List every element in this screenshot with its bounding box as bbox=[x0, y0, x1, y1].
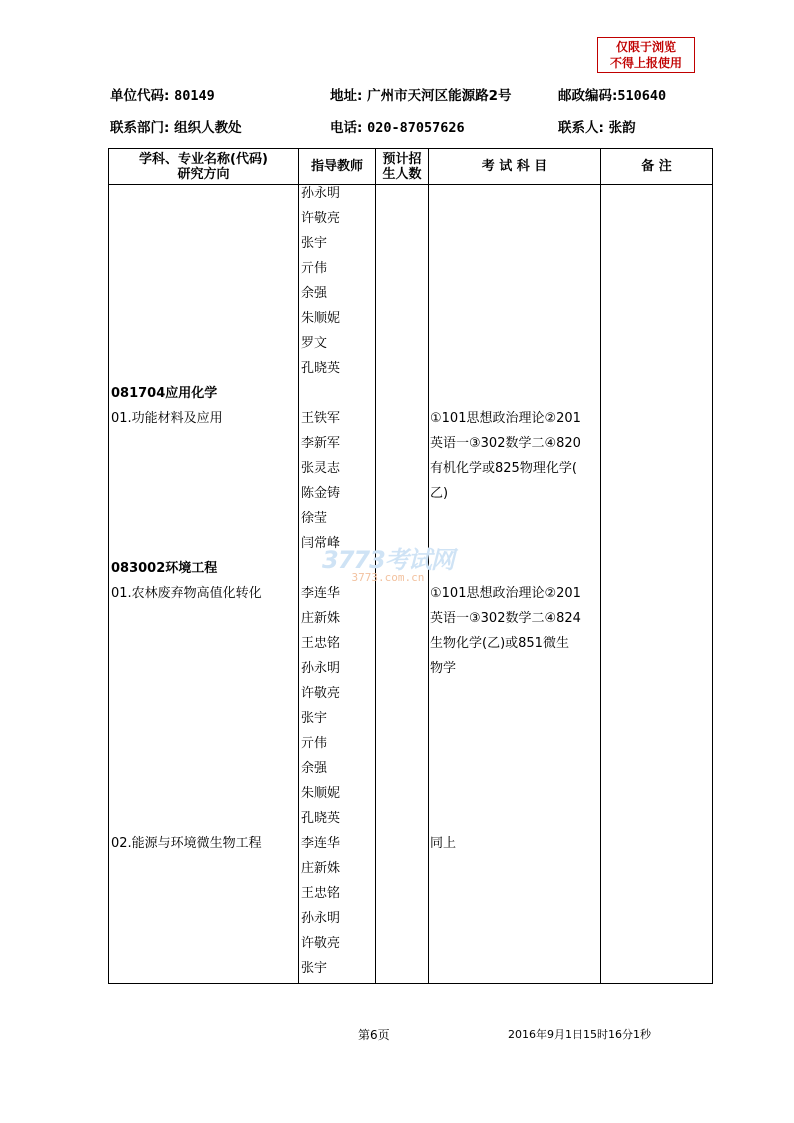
contact-label: 联系人: bbox=[558, 120, 604, 136]
exam-line: 英语一③302数学二④824 bbox=[430, 611, 581, 626]
exam-line: 物学 bbox=[430, 661, 457, 676]
phone-value: 020-87057626 bbox=[367, 120, 465, 136]
teacher-name: 李连华 bbox=[301, 586, 341, 601]
header-subject-line2: 研究方向 bbox=[177, 166, 230, 182]
teacher-name: 余强 bbox=[301, 286, 328, 301]
exam-line: 乙) bbox=[430, 486, 449, 501]
exam-line: 同上 bbox=[430, 836, 457, 851]
unit-code-label: 单位代码: bbox=[110, 88, 170, 104]
teacher-name: 庄新姝 bbox=[301, 611, 341, 626]
exam-line: ①101思想政治理论②201 bbox=[430, 586, 581, 601]
teacher-name: 孙永明 bbox=[301, 186, 341, 201]
teacher-name: 陈金铸 bbox=[301, 486, 341, 501]
contact-value: 张韵 bbox=[608, 120, 636, 136]
teacher-name: 庄新姝 bbox=[301, 861, 341, 876]
section-title: 083002环境工程 bbox=[111, 561, 218, 576]
unit-code-value: 80149 bbox=[174, 88, 215, 104]
teacher-name: 王铁军 bbox=[301, 411, 341, 426]
teacher-name: 许敬亮 bbox=[301, 936, 341, 951]
header-subject-line1: 学科、专业名称(代码) bbox=[139, 151, 268, 167]
exam-subjects bbox=[430, 831, 600, 856]
teacher-name: 孙永明 bbox=[301, 911, 341, 926]
header-divider bbox=[109, 184, 712, 185]
header-enrollment-line2: 生人数 bbox=[382, 166, 422, 182]
exam-subjects bbox=[430, 581, 600, 681]
teacher-name: 李连华 bbox=[301, 836, 341, 851]
exam-subjects bbox=[430, 406, 600, 506]
teacher-name: 张灵志 bbox=[301, 461, 341, 476]
teacher-name: 朱顺妮 bbox=[301, 786, 341, 801]
teacher-name: 张宇 bbox=[301, 961, 328, 976]
contact-person bbox=[558, 116, 636, 136]
teacher-name: 闫常峰 bbox=[301, 536, 341, 551]
teacher-list bbox=[301, 181, 377, 381]
teacher-name: 亓伟 bbox=[301, 736, 328, 751]
address bbox=[330, 84, 512, 104]
header-remarks: 备 注 bbox=[641, 159, 672, 174]
header-enrollment bbox=[376, 149, 428, 184]
exam-line: 英语一③302数学二④820 bbox=[430, 436, 581, 451]
postal-value: 510640 bbox=[617, 88, 667, 104]
teacher-name: 孔晓英 bbox=[301, 361, 341, 376]
teacher-name: 李新军 bbox=[301, 436, 341, 451]
header-advisor: 指导教师 bbox=[310, 159, 363, 174]
phone bbox=[330, 116, 465, 136]
teacher-name: 张宇 bbox=[301, 236, 328, 251]
teacher-name: 徐莹 bbox=[301, 511, 328, 526]
postal-code bbox=[558, 84, 666, 104]
address-value: 广州市天河区能源路2号 bbox=[367, 88, 512, 104]
teacher-name: 孙永明 bbox=[301, 661, 341, 676]
teacher-name: 王忠铭 bbox=[301, 636, 341, 651]
site-watermark bbox=[322, 540, 454, 584]
header-subject bbox=[109, 149, 298, 184]
teacher-name: 朱顺妮 bbox=[301, 311, 341, 326]
unit-code bbox=[110, 84, 215, 104]
teacher-name: 亓伟 bbox=[301, 261, 328, 276]
teacher-name: 余强 bbox=[301, 761, 328, 776]
research-direction: 02.能源与环境微生物工程 bbox=[111, 836, 262, 851]
section-title: 081704应用化学 bbox=[111, 386, 218, 401]
teacher-name: 罗文 bbox=[301, 336, 328, 351]
watermark-logo: 3773考试网 bbox=[322, 546, 454, 574]
teacher-list bbox=[301, 831, 377, 981]
teacher-name: 王忠铭 bbox=[301, 886, 341, 901]
column-divider bbox=[298, 149, 299, 983]
watermark-url: 3773.com.cn bbox=[351, 571, 425, 584]
phone-label: 电话: bbox=[330, 120, 363, 136]
teacher-list bbox=[301, 406, 377, 556]
stamp-line-2: 不得上报使用 bbox=[609, 56, 682, 70]
research-direction: 01.功能材料及应用 bbox=[111, 411, 223, 426]
exam-line: ①101思想政治理论②201 bbox=[430, 411, 581, 426]
teacher-name: 张宇 bbox=[301, 711, 328, 726]
header-enrollment-line1: 预计招 bbox=[382, 151, 422, 167]
teacher-name: 许敬亮 bbox=[301, 211, 341, 226]
contact-dept bbox=[110, 116, 242, 136]
restriction-stamp bbox=[597, 37, 695, 73]
address-label: 地址: bbox=[330, 88, 363, 104]
dept-value: 组织人教处 bbox=[174, 120, 242, 136]
page-number: 第6页 bbox=[358, 1028, 390, 1042]
postal-label: 邮政编码: bbox=[558, 88, 618, 104]
exam-line: 生物化学(乙)或851微生 bbox=[430, 636, 569, 651]
header-exam: 考 试 科 目 bbox=[481, 159, 548, 174]
print-timestamp: 2016年9月1日15时16分1秒 bbox=[508, 1028, 651, 1041]
stamp-line-1: 仅限于浏览 bbox=[615, 40, 676, 54]
column-divider bbox=[600, 149, 601, 983]
exam-line: 有机化学或825物理化学( bbox=[430, 461, 577, 476]
teacher-name: 孔晓英 bbox=[301, 811, 341, 826]
teacher-list bbox=[301, 581, 377, 831]
teacher-name: 许敬亮 bbox=[301, 686, 341, 701]
dept-label: 联系部门: bbox=[110, 120, 170, 136]
research-direction: 01.农林废弃物高值化转化 bbox=[111, 586, 262, 601]
